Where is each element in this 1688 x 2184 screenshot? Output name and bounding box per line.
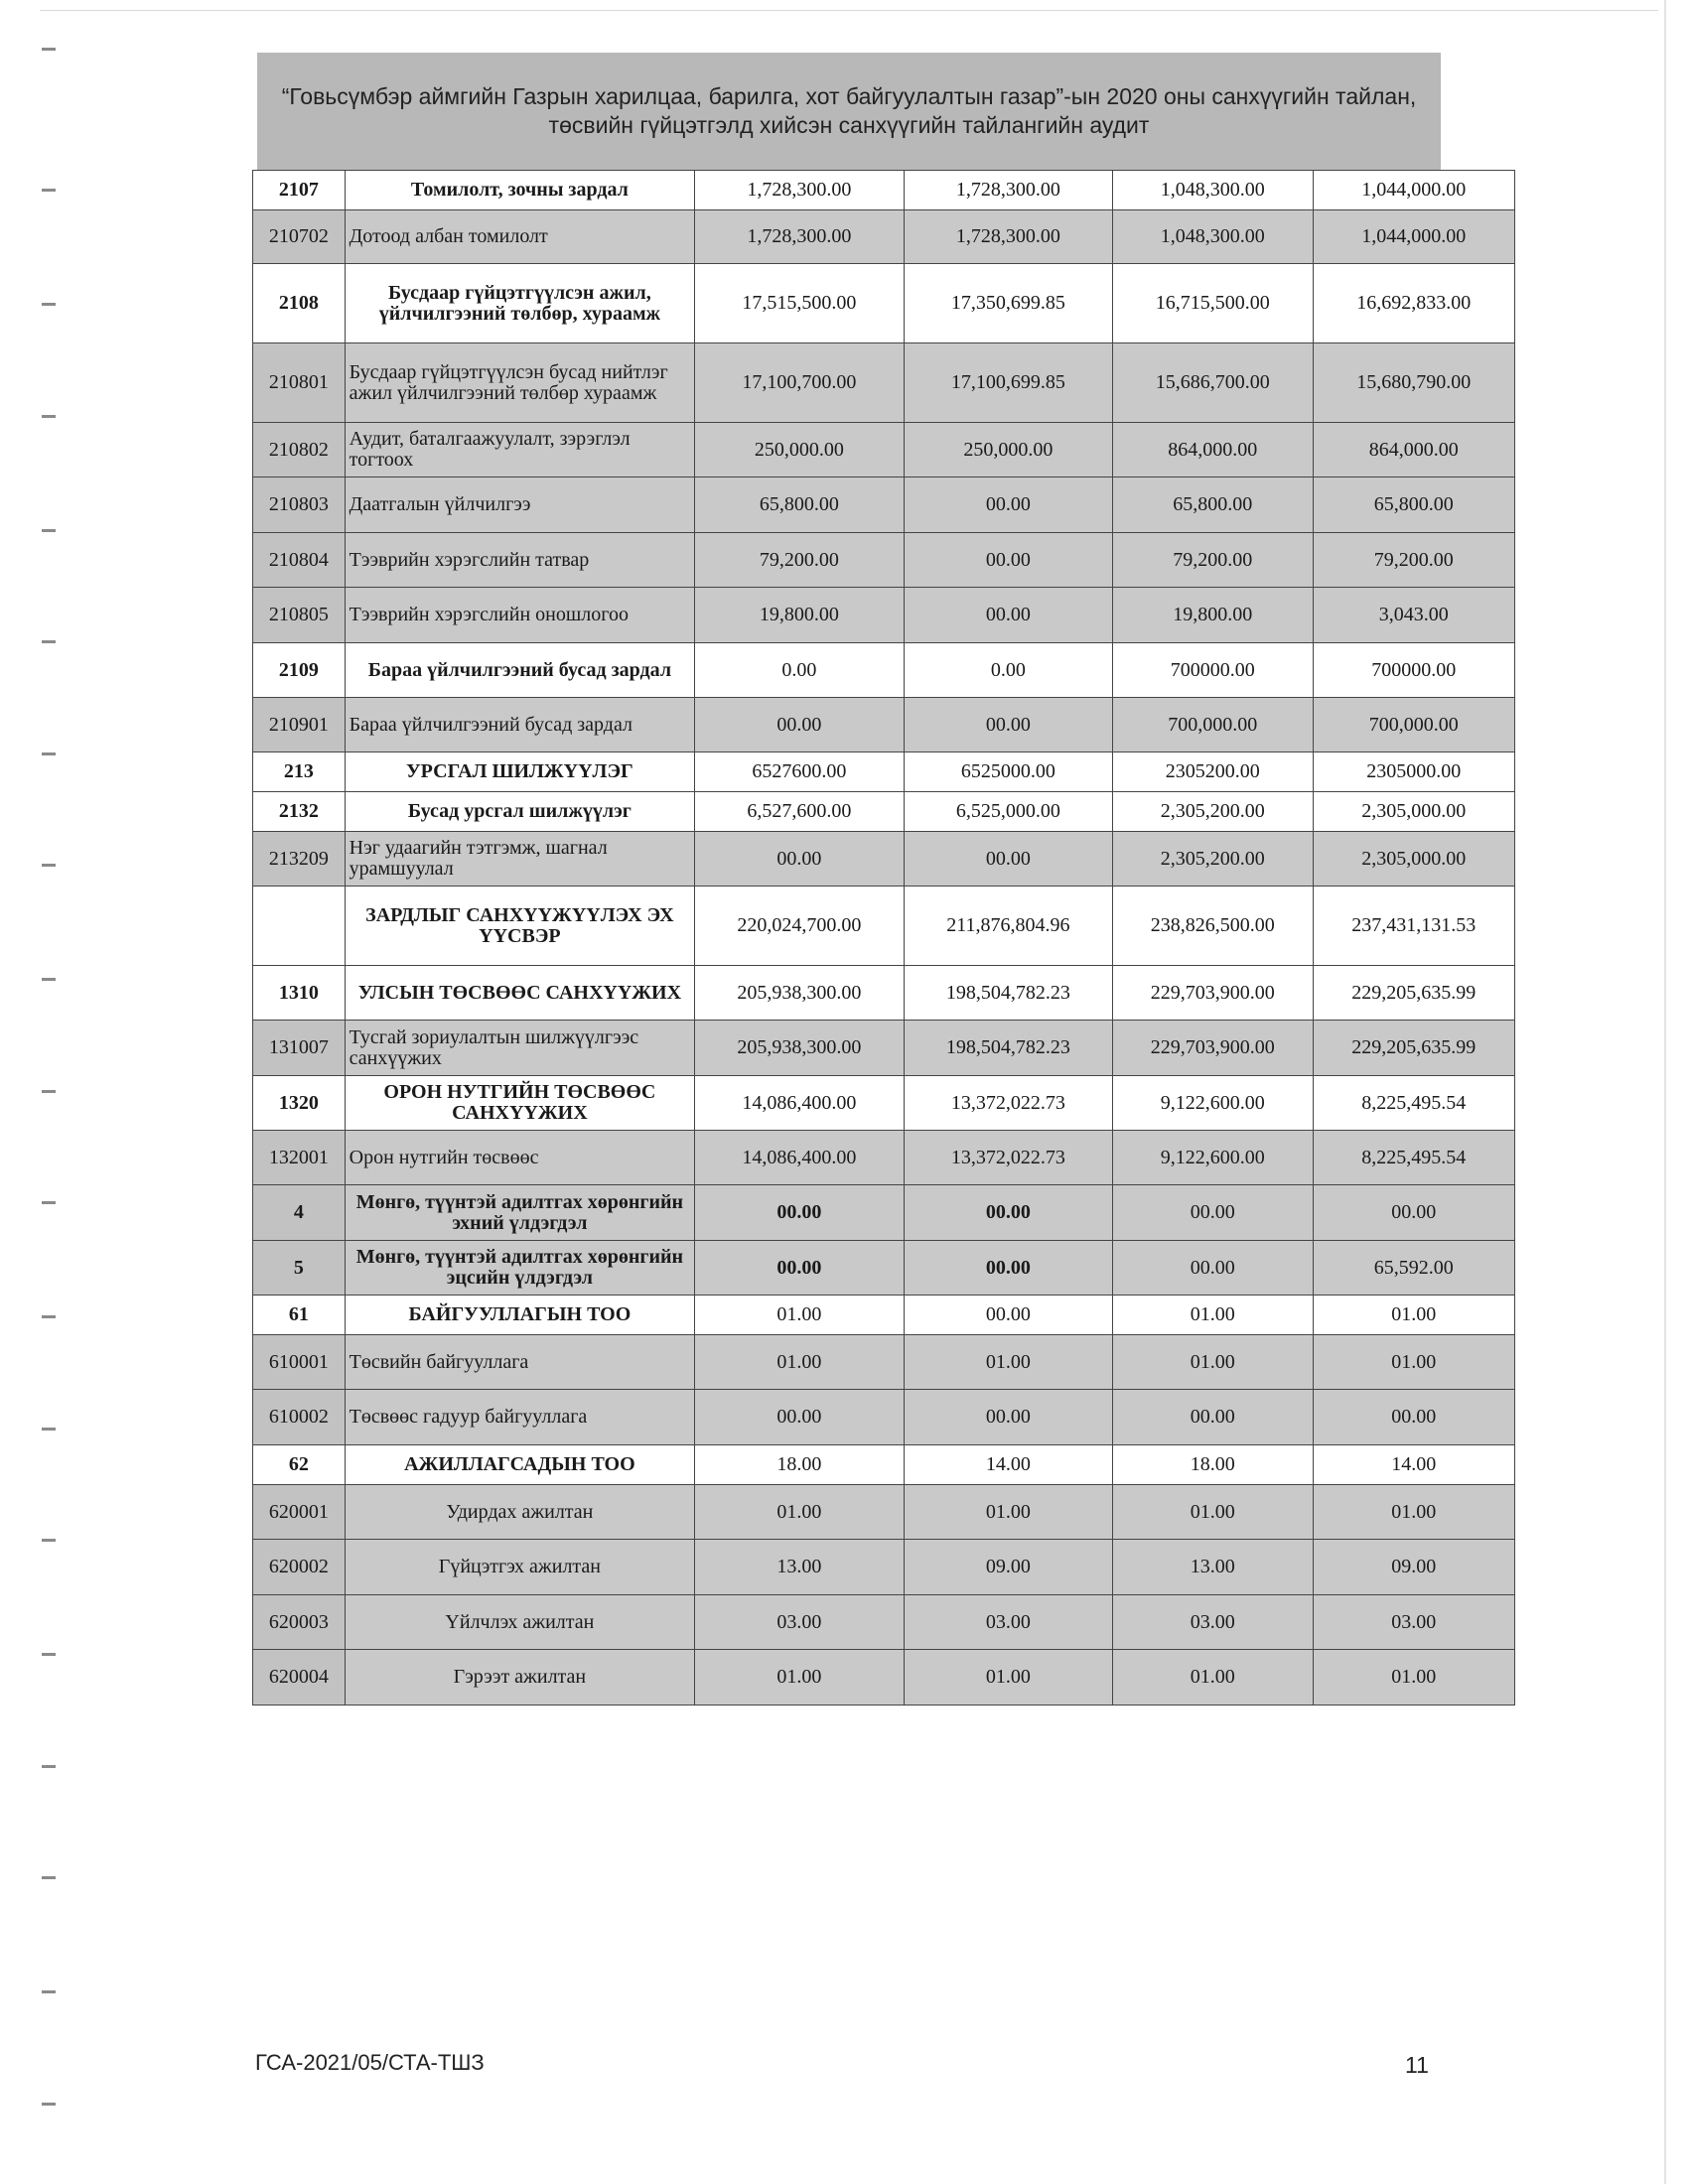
page-number: 11: [1405, 2052, 1429, 2078]
row-code: 4: [253, 1185, 346, 1241]
value-plan-prev: 700000.00: [1113, 643, 1313, 698]
value-plan: 18.00: [695, 1445, 904, 1485]
value-plan: 01.00: [695, 1296, 904, 1335]
row-name: Удирдах ажилтан: [345, 1485, 694, 1540]
value-actual-prev: 01.00: [1313, 1485, 1514, 1540]
value-plan: 65,800.00: [695, 478, 904, 533]
value-plan-prev: 2,305,200.00: [1113, 832, 1313, 887]
table-row: [253, 1185, 1515, 1241]
value-actual-prev: 237,431,131.53: [1313, 887, 1514, 966]
row-code: 620003: [253, 1595, 346, 1650]
row-code: 210801: [253, 343, 346, 423]
table-row: [253, 1021, 1515, 1076]
value-plan-prev: 1,048,300.00: [1113, 210, 1313, 264]
value-actual-prev: 14.00: [1313, 1445, 1514, 1485]
value-plan-prev: 1,048,300.00: [1113, 171, 1313, 210]
row-code: 2109: [253, 643, 346, 698]
value-actual-prev: 2,305,000.00: [1313, 832, 1514, 887]
value-actual: 1,728,300.00: [904, 171, 1112, 210]
table-row: [253, 1445, 1515, 1485]
binder-marks: [0, 0, 60, 2184]
row-code: [253, 887, 346, 966]
row-code: 132001: [253, 1131, 346, 1185]
row-code: 610002: [253, 1390, 346, 1445]
value-plan-prev: 65,800.00: [1113, 478, 1313, 533]
table-row: [253, 171, 1515, 210]
value-plan: 1,728,300.00: [695, 171, 904, 210]
value-actual: 1,728,300.00: [904, 210, 1112, 264]
value-plan: 13.00: [695, 1540, 904, 1595]
row-code: 1310: [253, 966, 346, 1021]
value-actual-prev: 00.00: [1313, 1390, 1514, 1445]
row-name: Тээврийн хэрэгслийн оношлогоо: [345, 588, 694, 643]
value-plan: 0.00: [695, 643, 904, 698]
row-name: Орон нутгийн төсвөөс: [345, 1131, 694, 1185]
value-plan-prev: 864,000.00: [1113, 423, 1313, 478]
row-code: 210901: [253, 698, 346, 752]
value-actual: 00.00: [904, 1185, 1112, 1241]
row-code: 2108: [253, 264, 346, 343]
value-actual-prev: 1,044,000.00: [1313, 171, 1514, 210]
value-plan: 03.00: [695, 1595, 904, 1650]
value-actual: 00.00: [904, 1390, 1112, 1445]
value-actual: 17,350,699.85: [904, 264, 1112, 343]
value-actual: 211,876,804.96: [904, 887, 1112, 966]
value-plan-prev: 238,826,500.00: [1113, 887, 1313, 966]
value-actual-prev: 700,000.00: [1313, 698, 1514, 752]
value-actual: 198,504,782.23: [904, 1021, 1112, 1076]
value-actual: 13,372,022.73: [904, 1076, 1112, 1131]
value-actual-prev: 8,225,495.54: [1313, 1131, 1514, 1185]
value-actual-prev: 1,044,000.00: [1313, 210, 1514, 264]
row-code: 210803: [253, 478, 346, 533]
table-row: [253, 478, 1515, 533]
table-row: [253, 1650, 1515, 1706]
value-actual-prev: 01.00: [1313, 1650, 1514, 1706]
report-header: [257, 53, 1441, 170]
budget-table: [252, 170, 1515, 1706]
value-actual: 00.00: [904, 1241, 1112, 1296]
value-plan: 250,000.00: [695, 423, 904, 478]
value-actual-prev: 65,800.00: [1313, 478, 1514, 533]
table-row: [253, 423, 1515, 478]
document-code: ГСА-2021/05/СТА-ТШЗ: [255, 2050, 485, 2075]
value-plan-prev: 13.00: [1113, 1540, 1313, 1595]
value-actual-prev: 01.00: [1313, 1296, 1514, 1335]
value-plan: 00.00: [695, 1390, 904, 1445]
row-name: Тусгай зориулалтын шилжүүлгээс санхүүжих: [345, 1021, 694, 1076]
value-actual: 14.00: [904, 1445, 1112, 1485]
value-actual-prev: 229,205,635.99: [1313, 1021, 1514, 1076]
value-actual-prev: 79,200.00: [1313, 533, 1514, 588]
table-row: [253, 1595, 1515, 1650]
value-actual-prev: 16,692,833.00: [1313, 264, 1514, 343]
value-actual: 00.00: [904, 588, 1112, 643]
table-row: [253, 832, 1515, 887]
table-row: [253, 1390, 1515, 1445]
value-plan-prev: 79,200.00: [1113, 533, 1313, 588]
value-actual-prev: 2,305,000.00: [1313, 792, 1514, 832]
value-actual: 250,000.00: [904, 423, 1112, 478]
table-row: [253, 210, 1515, 264]
row-name: Томилолт, зочны зардал: [345, 171, 694, 210]
row-code: 213209: [253, 832, 346, 887]
table-row: [253, 887, 1515, 966]
row-code: 620001: [253, 1485, 346, 1540]
table-row: [253, 1076, 1515, 1131]
row-name: Тээврийн хэрэгслийн татвар: [345, 533, 694, 588]
row-name: Даатгалын үйлчилгээ: [345, 478, 694, 533]
value-plan: 00.00: [695, 832, 904, 887]
value-actual-prev: 229,205,635.99: [1313, 966, 1514, 1021]
row-code: 610001: [253, 1335, 346, 1390]
row-name: Мөнгө, түүнтэй адилтгах хөрөнгийн эхний үлдэгдэл: [345, 1185, 694, 1241]
table-row: [253, 533, 1515, 588]
value-plan: 01.00: [695, 1335, 904, 1390]
value-plan: 14,086,400.00: [695, 1076, 904, 1131]
table-row: [253, 1296, 1515, 1335]
row-code: 213: [253, 752, 346, 792]
row-code: 210802: [253, 423, 346, 478]
value-actual: 198,504,782.23: [904, 966, 1112, 1021]
value-plan: 00.00: [695, 1185, 904, 1241]
value-plan-prev: 9,122,600.00: [1113, 1131, 1313, 1185]
value-plan: 01.00: [695, 1485, 904, 1540]
value-plan-prev: 700,000.00: [1113, 698, 1313, 752]
value-actual-prev: 8,225,495.54: [1313, 1076, 1514, 1131]
row-name: Бусад урсгал шилжүүлэг: [345, 792, 694, 832]
table-row: [253, 643, 1515, 698]
row-code: 210702: [253, 210, 346, 264]
value-actual-prev: 09.00: [1313, 1540, 1514, 1595]
row-name: Үйлчлэх ажилтан: [345, 1595, 694, 1650]
value-plan: 00.00: [695, 1241, 904, 1296]
table-row: [253, 752, 1515, 792]
value-plan-prev: 2,305,200.00: [1113, 792, 1313, 832]
value-plan-prev: 00.00: [1113, 1390, 1313, 1445]
value-plan: 205,938,300.00: [695, 966, 904, 1021]
row-name: ЗАРДЛЫГ САНХҮҮЖҮҮЛЭХ ЭХ ҮҮСВЭР: [345, 887, 694, 966]
row-name: Бараа үйлчилгээний бусад зардал: [345, 698, 694, 752]
row-name: Бусдаар гүйцэтгүүлсэн ажил, үйлчилгээний төлбөр, хураамж: [345, 264, 694, 343]
value-actual: 17,100,699.85: [904, 343, 1112, 423]
table-row: [253, 1131, 1515, 1185]
row-code: 1320: [253, 1076, 346, 1131]
value-plan-prev: 01.00: [1113, 1296, 1313, 1335]
value-actual: 09.00: [904, 1540, 1112, 1595]
value-plan: 205,938,300.00: [695, 1021, 904, 1076]
value-actual: 00.00: [904, 698, 1112, 752]
table-row: [253, 698, 1515, 752]
row-name: Гүйцэтгэх ажилтан: [345, 1540, 694, 1595]
row-name: Төсвөөс гадуур байгууллага: [345, 1390, 694, 1445]
row-name: Бараа үйлчилгээний бусад зардал: [345, 643, 694, 698]
value-plan-prev: 19,800.00: [1113, 588, 1313, 643]
page-edge-right: [1664, 0, 1666, 2184]
value-actual-prev: 65,592.00: [1313, 1241, 1514, 1296]
value-plan-prev: 00.00: [1113, 1241, 1313, 1296]
value-actual: 0.00: [904, 643, 1112, 698]
value-actual: 01.00: [904, 1335, 1112, 1390]
value-plan-prev: 229,703,900.00: [1113, 1021, 1313, 1076]
value-actual: 00.00: [904, 832, 1112, 887]
row-name: Мөнгө, түүнтэй адилтгах хөрөнгийн эцсийн үлдэгдэл: [345, 1241, 694, 1296]
report-title: “Говьсүмбэр аймгийн Газрын харилцаа, барилга, хот байгуулалтын газар”-ын 2020 оны санхүүгийн тайлан, төсвийн гүйцэтгэлд хийсэн санхүүгийн тайлангийн аудит: [281, 83, 1417, 138]
value-actual-prev: 00.00: [1313, 1185, 1514, 1241]
value-plan-prev: 9,122,600.00: [1113, 1076, 1313, 1131]
value-actual: 6,525,000.00: [904, 792, 1112, 832]
value-actual-prev: 01.00: [1313, 1335, 1514, 1390]
value-actual: 00.00: [904, 533, 1112, 588]
value-plan: 1,728,300.00: [695, 210, 904, 264]
row-code: 210805: [253, 588, 346, 643]
value-plan: 6,527,600.00: [695, 792, 904, 832]
row-code: 2132: [253, 792, 346, 832]
value-plan: 19,800.00: [695, 588, 904, 643]
row-name: Аудит, баталгаажуулалт, зэрэглэл тогтоох: [345, 423, 694, 478]
row-code: 5: [253, 1241, 346, 1296]
table-row: [253, 1335, 1515, 1390]
row-code: 620002: [253, 1540, 346, 1595]
value-plan-prev: 18.00: [1113, 1445, 1313, 1485]
value-actual-prev: 3,043.00: [1313, 588, 1514, 643]
value-plan-prev: 01.00: [1113, 1335, 1313, 1390]
value-plan-prev: 229,703,900.00: [1113, 966, 1313, 1021]
value-actual-prev: 700000.00: [1313, 643, 1514, 698]
page-edge-top: [40, 10, 1658, 11]
table-row: [253, 792, 1515, 832]
value-plan: 17,515,500.00: [695, 264, 904, 343]
value-plan-prev: 01.00: [1113, 1650, 1313, 1706]
table-row: [253, 1485, 1515, 1540]
value-plan: 14,086,400.00: [695, 1131, 904, 1185]
row-name: УРСГАЛ ШИЛЖҮҮЛЭГ: [345, 752, 694, 792]
table-row: [253, 1241, 1515, 1296]
row-code: 2107: [253, 171, 346, 210]
value-plan: 79,200.00: [695, 533, 904, 588]
value-plan: 01.00: [695, 1650, 904, 1706]
table-row: [253, 264, 1515, 343]
value-plan-prev: 03.00: [1113, 1595, 1313, 1650]
row-name: БАЙГУУЛЛАГЫН ТОО: [345, 1296, 694, 1335]
row-name: Нэг удаагийн тэтгэмж, шагнал урамшуулал: [345, 832, 694, 887]
row-code: 620004: [253, 1650, 346, 1706]
value-actual: 01.00: [904, 1485, 1112, 1540]
value-plan-prev: 2305200.00: [1113, 752, 1313, 792]
value-plan: 00.00: [695, 698, 904, 752]
row-code: 131007: [253, 1021, 346, 1076]
value-plan-prev: 15,686,700.00: [1113, 343, 1313, 423]
row-name: Төсвийн байгууллага: [345, 1335, 694, 1390]
value-plan-prev: 00.00: [1113, 1185, 1313, 1241]
value-actual: 03.00: [904, 1595, 1112, 1650]
row-name: АЖИЛЛАГСАДЫН ТОО: [345, 1445, 694, 1485]
value-actual-prev: 2305000.00: [1313, 752, 1514, 792]
table-row: [253, 343, 1515, 423]
value-actual-prev: 864,000.00: [1313, 423, 1514, 478]
value-actual: 6525000.00: [904, 752, 1112, 792]
value-actual: 00.00: [904, 478, 1112, 533]
value-actual-prev: 15,680,790.00: [1313, 343, 1514, 423]
value-plan-prev: 16,715,500.00: [1113, 264, 1313, 343]
table-row: [253, 1540, 1515, 1595]
row-code: 61: [253, 1296, 346, 1335]
row-name: Бусдаар гүйцэтгүүлсэн бусад нийтлэг ажил үйлчилгээний төлбөр хураамж: [345, 343, 694, 423]
row-name: УЛСЫН ТӨСВӨӨС САНХҮҮЖИХ: [345, 966, 694, 1021]
value-plan: 6527600.00: [695, 752, 904, 792]
value-actual-prev: 03.00: [1313, 1595, 1514, 1650]
value-plan-prev: 01.00: [1113, 1485, 1313, 1540]
value-plan: 17,100,700.00: [695, 343, 904, 423]
row-name: Гэрээт ажилтан: [345, 1650, 694, 1706]
value-plan: 220,024,700.00: [695, 887, 904, 966]
row-name: Дотоод албан томилолт: [345, 210, 694, 264]
table-row: [253, 588, 1515, 643]
value-actual: 00.00: [904, 1296, 1112, 1335]
value-actual: 13,372,022.73: [904, 1131, 1112, 1185]
row-name: ОРОН НУТГИЙН ТӨСВӨӨС САНХҮҮЖИХ: [345, 1076, 694, 1131]
row-code: 62: [253, 1445, 346, 1485]
value-actual: 01.00: [904, 1650, 1112, 1706]
table-row: [253, 966, 1515, 1021]
row-code: 210804: [253, 533, 346, 588]
